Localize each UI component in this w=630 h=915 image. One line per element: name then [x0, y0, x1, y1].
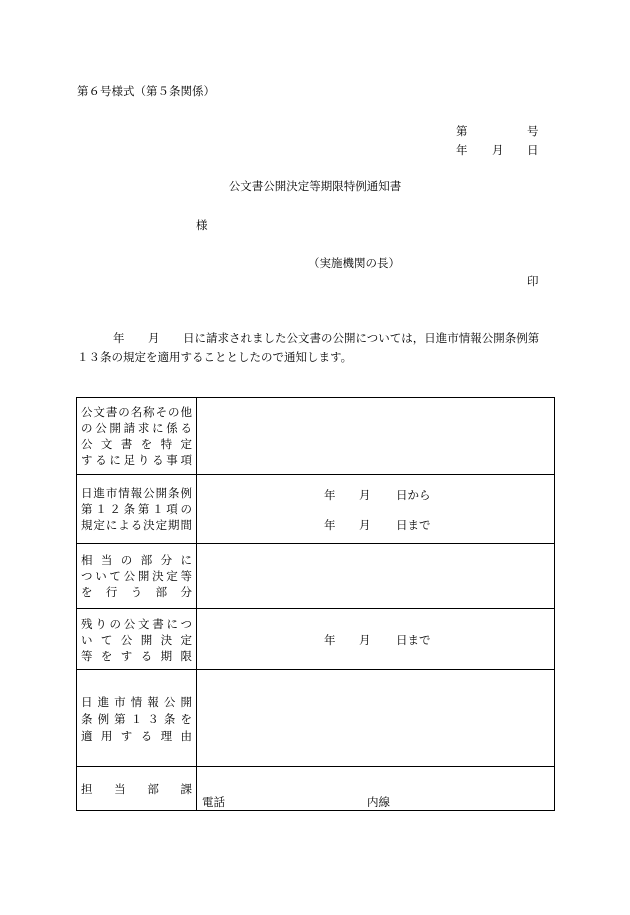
- deadline-year: 年: [324, 633, 336, 647]
- table-row: [77, 398, 555, 475]
- body-text-line2: １３条の規定を適用することとしたので通知します。: [77, 350, 353, 364]
- label-line: 相当の部分に: [81, 553, 192, 567]
- label-line: するに足りる事項: [81, 453, 192, 467]
- table-row: [77, 609, 555, 670]
- document-number-suffix: 号: [527, 124, 539, 138]
- table-row: [77, 670, 555, 767]
- label-line: 日進市情報公開: [81, 695, 192, 709]
- sender-agency-head: （実施機関の長）: [308, 256, 400, 270]
- label-line: の公開請求に係る: [81, 421, 192, 435]
- label-line: 条例第１３条を: [81, 712, 192, 726]
- label-line: 公文書を特定: [81, 437, 192, 451]
- application-reason-field[interactable]: [197, 670, 555, 767]
- label-line: 規定による決定期間: [81, 518, 192, 532]
- row-label-partial-disclosure: [77, 544, 197, 609]
- label-line: ついて公開決定等: [81, 569, 192, 583]
- date-day: 日: [527, 143, 539, 157]
- label-line: 第１２条第１項の: [81, 502, 192, 516]
- remaining-deadline-field[interactable]: [197, 609, 555, 670]
- decision-period-field[interactable]: [197, 475, 555, 544]
- row-label-remaining-deadline: [77, 609, 197, 670]
- label-line: を行う部分: [81, 585, 192, 599]
- deadline-day: 日まで: [396, 633, 431, 647]
- label-line: 残りの公文書につ: [81, 617, 192, 631]
- extension-label: 内線: [367, 795, 390, 809]
- phone-label: 電話: [202, 795, 225, 809]
- label-line: 担当部課: [81, 782, 192, 796]
- period-to-day: 日まで: [396, 518, 431, 532]
- form-number: 第６号様式（第５条関係）: [77, 84, 215, 98]
- row-label-responsible-department: [77, 767, 197, 811]
- body-year: 年: [113, 331, 125, 345]
- period-from-day: 日から: [396, 488, 431, 502]
- period-from-year: 年: [324, 488, 336, 502]
- deadline-month: 月: [359, 633, 371, 647]
- date-month: 月: [492, 143, 504, 157]
- label-line: 公文書の名称その他: [81, 405, 192, 419]
- label-line: 日進市情報公開条例: [81, 486, 192, 500]
- body-text-line1: 日に請求されました公文書の公開については，日進市情報公開条例第: [183, 331, 540, 345]
- label-line: 等をする期限: [81, 649, 192, 663]
- responsible-department-field[interactable]: [197, 767, 555, 811]
- row-label-application-reason: [77, 670, 197, 767]
- table-row: [77, 767, 555, 811]
- seal-mark: 印: [527, 274, 539, 288]
- period-to-month: 月: [359, 518, 371, 532]
- body-month: 月: [148, 331, 160, 345]
- date-year: 年: [456, 143, 468, 157]
- row-label-decision-period: [77, 475, 197, 544]
- row-label-document-name: [77, 398, 197, 475]
- document-number-prefix: 第: [456, 124, 468, 138]
- partial-disclosure-field[interactable]: [197, 544, 555, 609]
- table-row: [77, 475, 555, 544]
- label-line: いて公開決定: [81, 633, 192, 647]
- table-row: [77, 544, 555, 609]
- label-line: 適用する理由: [81, 729, 192, 743]
- addressee-honorific: 様: [196, 218, 208, 232]
- notification-form-table: [76, 397, 555, 811]
- document-name-field[interactable]: [197, 398, 555, 475]
- document-title: 公文書公開決定等期限特例通知書: [228, 179, 402, 193]
- period-to-year: 年: [324, 518, 336, 532]
- period-from-month: 月: [359, 488, 371, 502]
